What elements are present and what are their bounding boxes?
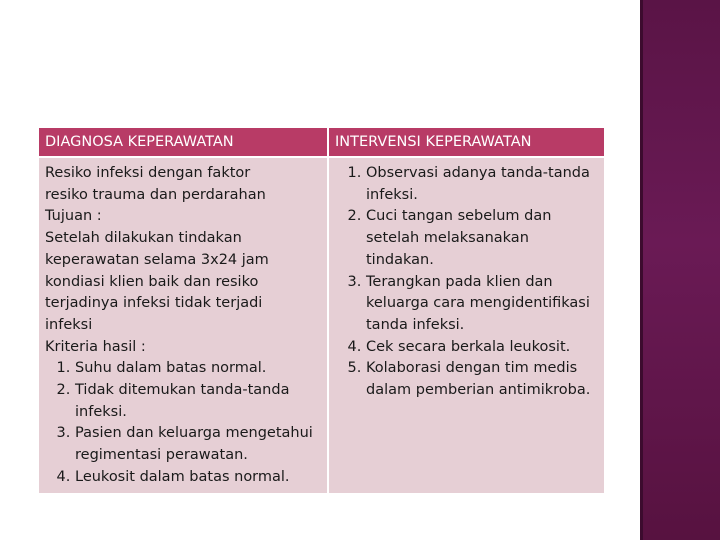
list-item: 3. Terangkan pada klien dan keluarga cara mengidentifikasi tanda infeksi.	[366, 272, 598, 337]
criteria-list	[45, 358, 321, 488]
diagnosis-line: terjadinya infeksi tidak terjadi	[45, 295, 263, 312]
diagnosis-line: kondiasi klien baik dan resiko	[45, 273, 259, 290]
nursing-care-table	[37, 126, 606, 495]
table-header-row	[38, 127, 605, 157]
diagnosis-line: resiko trauma dan perdarahan	[45, 186, 266, 203]
diagnosis-line: keperawatan selama 3x24 jam	[45, 251, 269, 268]
list-item: 4. Cek secara berkala leukosit.	[366, 337, 598, 359]
diagnosis-cell	[38, 157, 328, 494]
list-item: 3. Pasien dan keluarga mengetahui regimentasi perawatan.	[75, 423, 321, 466]
header-intervention: INTERVENSI KEPERAWATAN	[328, 127, 605, 157]
diagnosis-line: Resiko infeksi dengan faktor	[45, 165, 251, 181]
criteria-label: Kriteria hasil :	[45, 338, 146, 355]
header-diagnosis: DIAGNOSA KEPERAWATAN	[38, 127, 328, 157]
list-item: 2. Tidak ditemukan tanda-tanda infeksi.	[75, 380, 321, 423]
side-band-edge	[640, 0, 643, 540]
intervention-cell	[328, 157, 605, 494]
list-item: 1. Suhu dalam batas normal.	[75, 358, 321, 380]
diagnosis-line: Setelah dilakukan tindakan	[45, 230, 242, 247]
list-item: 2. Cuci tangan sebelum dan setelah melaksanakan tindakan.	[366, 206, 598, 271]
table-row	[38, 157, 605, 494]
intervention-list	[335, 163, 598, 402]
decorative-side-band	[640, 0, 720, 540]
goal-label: Tujuan :	[45, 208, 102, 225]
list-item: 5. Kolaborasi dengan tim medis dalam pemberian antimikroba.	[366, 358, 598, 401]
diagnosis-line: infeksi	[45, 316, 93, 333]
list-item: 4. Leukosit dalam batas normal.	[75, 467, 321, 489]
list-item: 1. Observasi adanya tanda-tanda infeksi.	[366, 163, 598, 206]
